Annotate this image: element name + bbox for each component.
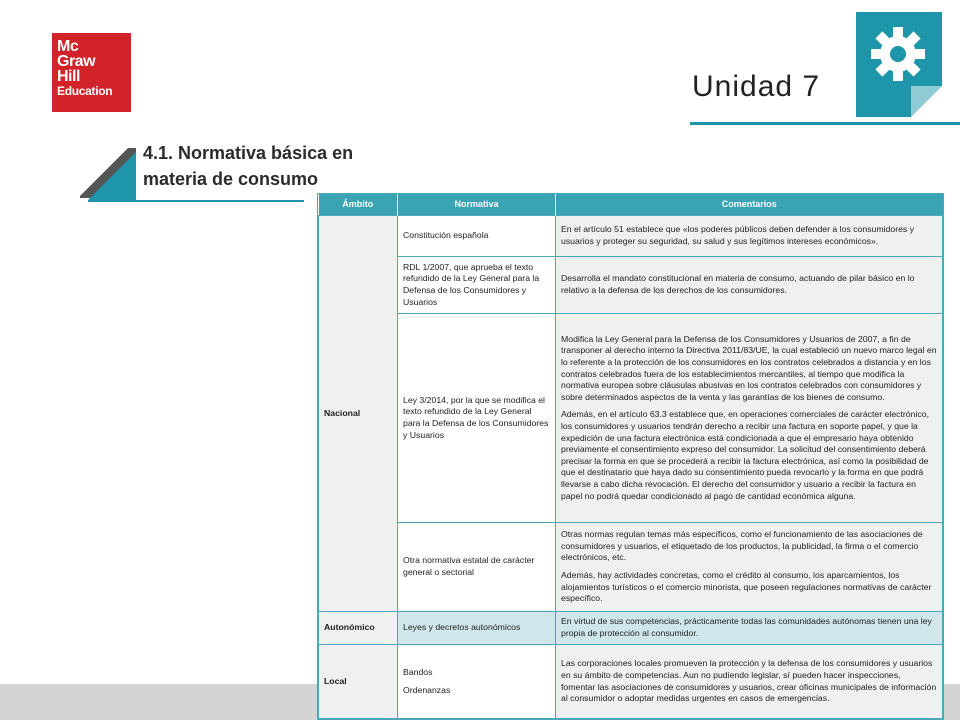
heading-underline	[134, 200, 304, 202]
table-row	[319, 523, 943, 612]
comentario-text: Otras normas regulan temas más específicos, como el funcionamiento de las asociaciones de consumidores y usuarios, el etiquetado de los productos, la publicidad, la firma o el comercio electrónicos, etc.	[561, 529, 923, 563]
ambito-cell: Autonómico	[319, 612, 398, 645]
normativa-cell: Constitución española	[398, 216, 556, 257]
comentarios-cell	[556, 523, 943, 612]
comentario-text: Además, hay actividades concretas, como el crédito al consumo, los aparcamientos, los alojamientos turísticos o el comercio minorista, que poseen regulaciones normativas de carácter específico.	[561, 570, 932, 604]
unit-title: Unidad 7	[692, 70, 821, 103]
comentario-text: Además, en el artículo 63.3 establece que, en operaciones comerciales de carácter electrónico, los consumidores y usuarios tendrán derecho a recibir una factura en soporte papel, y que la expedición de una factura electrónica está condicionada a que el empresario haya obtenido previamente el consentimiento expreso del consumidor. La solicitud del consentimiento deberá precisar la forma en que se procederá a recibir la factura electrónica, así como la posibilidad de que el destinatario que haya dado su consentimiento pueda revocarlo y la forma en que podrá llevarse a cabo dicha revocación. El derecho del consumidor y usuario a recibir la factura en papel no podrá quedar condicionado al pago de cantidad económica alguna.	[561, 409, 929, 501]
heading-chevron-icon	[80, 146, 136, 202]
normativa-cell: RDL 1/2007, que aprueba el texto refundido de la Ley General para la Defensa de los Consumidores y Usuarios	[398, 257, 556, 314]
comentarios-cell	[556, 645, 943, 719]
comentario-text: Desarrolla el mandato constitucional en materia de consumo, actuando de pilar básico en lo relativo a la defensa de los derechos de los consumidores.	[561, 273, 915, 295]
table-row	[319, 612, 943, 645]
comentario-text: Las corporaciones locales promueven la protección y la defensa de los consumidores y usuarios en su ámbito de competencias. Aun no pudiendo legislar, sí pueden hacer inspecciones, fomentar las asociaciones de consumidores y usuarios, crear oficinas municipales de información al consumidor o adoptar medidas urgentes en casos de emergencias.	[561, 658, 937, 704]
gear-document-icon	[856, 12, 942, 117]
column-header: Comentarios	[556, 194, 943, 216]
comentario-text: En el artículo 51 establece que «los poderes públicos deben defender a los consumidores y usuarios y proteger su seguridad, su salud y sus legítimos intereses económicos».	[561, 224, 915, 246]
table-row	[319, 314, 943, 523]
normativa-table-figure	[317, 193, 944, 720]
table-header-row	[319, 194, 943, 216]
comentario-text: Modifica la Ley General para la Defensa de los Consumidores y Usuarios de 2007, a fin de transponer al derecho interno la Directiva 2011/83/UE, la cual estableció un nuevo marco legal en lo referente a la protección de los consumidores en los contratos celebrados a distancia y en los contratos celebrados fuera de los establecimientos mercantiles, al tiempo que modifica la normativa europea sobre cláusulas abusivas en los contratos celebrados con consumidores y sobre determinados aspectos de la venta y las garantías de los bienes de consumo.	[561, 333, 937, 402]
normativa-cell: Ley 3/2014, por la que se modifica el texto refundido de la Ley General para la Defensa de los Consumidores y Usuarios	[398, 314, 556, 523]
column-header: Normativa	[398, 194, 556, 216]
normativa-item: Ordenanzas	[403, 684, 451, 695]
table-row	[319, 257, 943, 314]
normativa-cell	[398, 645, 556, 719]
comentarios-cell	[556, 257, 943, 314]
normativa-cell: Otra normativa estatal de carácter general o sectorial	[398, 523, 556, 612]
comentarios-cell	[556, 612, 943, 645]
ambito-cell: Local	[319, 645, 398, 719]
column-header: Ámbito	[319, 194, 398, 216]
table-row	[319, 645, 943, 719]
normativa-table	[318, 194, 943, 719]
mcgraw-hill-logo: Mc Graw Hill Education	[52, 33, 131, 112]
comentarios-cell	[556, 216, 943, 257]
table-row	[319, 216, 943, 257]
section-title: 4.1. Normativa básica en materia de consumo	[143, 143, 354, 189]
normativa-cell: Leyes y decretos autonómicos	[398, 612, 556, 645]
ambito-cell: Nacional	[319, 216, 398, 612]
title-underline	[690, 122, 960, 125]
normativa-item: Bandos	[403, 666, 433, 677]
comentarios-cell	[556, 314, 943, 523]
comentario-text: En virtud de sus competencias, prácticamente todas las comunidades autónomas tienen una ley propia de protección al consumidor.	[561, 616, 932, 638]
